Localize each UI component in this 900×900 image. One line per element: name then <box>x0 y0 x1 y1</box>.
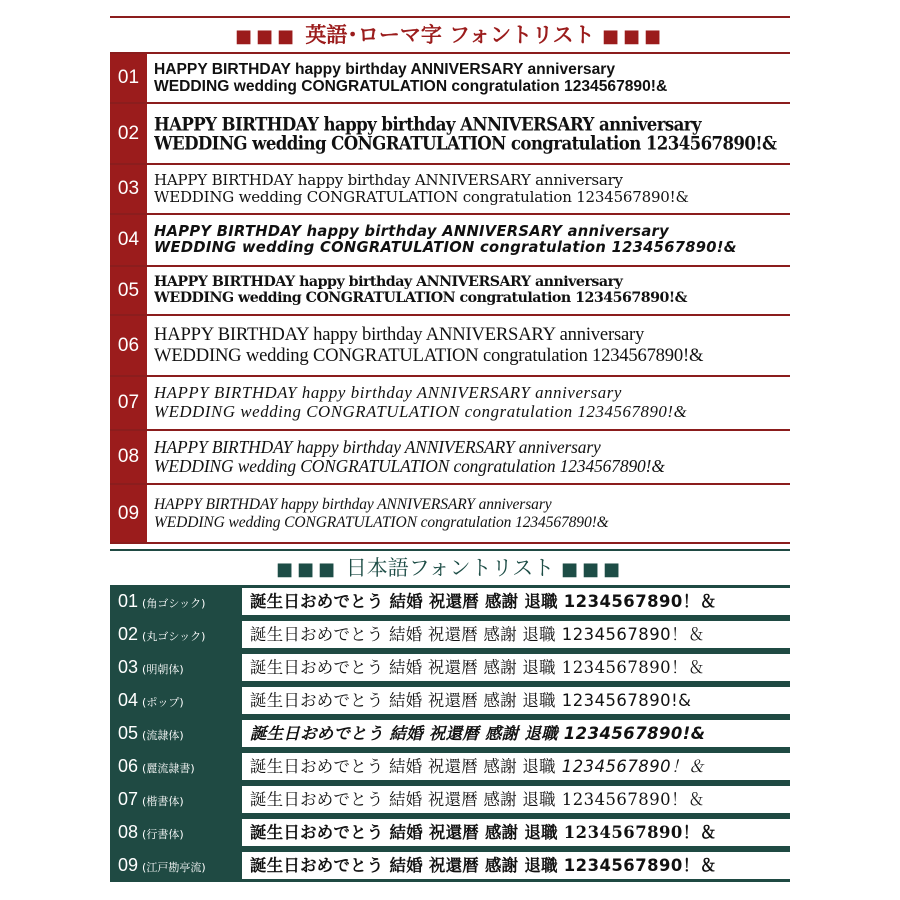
font-label <box>118 783 184 816</box>
font-label <box>118 651 184 684</box>
font-sample <box>242 687 790 714</box>
font-number: 06 <box>110 316 147 375</box>
font-number: 03 <box>118 657 139 677</box>
font-label <box>118 585 205 618</box>
sample-digits: 1234567890！＆ <box>561 790 705 809</box>
font-sample <box>154 215 786 265</box>
font-style-name: (行書体) <box>142 828 184 841</box>
font-sample <box>242 654 790 681</box>
font-number: 06 <box>118 756 139 776</box>
sample-line-2: WEDDING wedding CONGRATULATION congratulation 1234567890!& <box>154 290 687 306</box>
font-number: 02 <box>110 104 147 163</box>
english-font-row <box>110 215 790 267</box>
sample-line-2: WEDDING wedding CONGRATULATION congratulation 1234567890!& <box>154 403 688 421</box>
japanese-font-row <box>110 750 790 783</box>
font-style-name: (流隷体) <box>142 729 184 742</box>
font-style-name: (丸ゴシック) <box>142 630 206 643</box>
font-sample <box>154 104 786 163</box>
font-number: 04 <box>110 215 147 265</box>
sample-text: 誕生日おめでとう 結婚 祝還暦 感謝 退職 <box>250 658 556 677</box>
font-label <box>118 750 195 783</box>
font-number: 02 <box>118 624 139 644</box>
title-squares-left: ■■■ <box>276 559 340 580</box>
japanese-font-row <box>110 849 790 882</box>
japanese-font-row <box>110 684 790 717</box>
japanese-font-row <box>110 651 790 684</box>
font-sample <box>154 377 786 429</box>
sample-line-2: WEDDING wedding CONGRATULATION congratulation 1234567890!& <box>154 240 737 256</box>
font-number: 05 <box>118 723 139 743</box>
font-number: 09 <box>118 855 139 875</box>
japanese-font-row <box>110 618 790 651</box>
font-sample <box>154 165 786 213</box>
sample-digits: 1234567890！＆ <box>563 823 717 842</box>
english-font-row <box>110 54 790 104</box>
english-font-row <box>110 485 790 544</box>
sample-text: 誕生日おめでとう 結婚 祝還暦 感謝 退職 <box>250 856 558 875</box>
sample-text: 誕生日おめでとう 結婚 祝還暦 感謝 退職 <box>250 592 558 611</box>
title-squares-right: ■■■ <box>601 26 666 47</box>
font-style-name: (楷書体) <box>142 795 184 808</box>
japanese-list-title <box>110 551 790 585</box>
font-number: 03 <box>110 165 147 213</box>
font-label <box>118 849 206 882</box>
english-font-row <box>110 431 790 485</box>
sample-digits: 1234567890！＆ <box>561 625 705 644</box>
font-number: 01 <box>118 591 139 611</box>
title-squares-right: ■■■ <box>560 559 624 580</box>
font-number: 05 <box>110 267 147 314</box>
sample-digits: 1234567890！＆ <box>561 757 705 776</box>
english-list-title <box>110 18 790 52</box>
japanese-list-title-text: 日本語フォントリスト <box>345 556 555 580</box>
sample-line-1: HAPPY BIRTHDAY happy birthday ANNIVERSARY anniversary <box>154 223 669 240</box>
sample-text: 誕生日おめでとう 結婚 祝還暦 感謝 退職 <box>250 691 556 710</box>
sample-text: 誕生日おめでとう 結婚 祝還暦 感謝 退職 <box>250 724 558 743</box>
english-font-row <box>110 104 790 165</box>
japanese-font-row <box>110 783 790 816</box>
sample-line-1: HAPPY BIRTHDAY happy birthday ANNIVERSARY anniversary <box>154 172 623 189</box>
font-sample <box>242 786 790 813</box>
japanese-font-row <box>110 816 790 849</box>
sample-line-2: WEDDING wedding CONGRATULATION congratulation 1234567890!& <box>154 78 668 95</box>
japanese-font-list <box>110 549 790 882</box>
sample-line-1: HAPPY BIRTHDAY happy birthday ANNIVERSARY anniversary <box>154 274 623 290</box>
english-font-row <box>110 267 790 316</box>
font-number: 09 <box>110 485 147 542</box>
font-number: 08 <box>118 822 139 842</box>
font-sample <box>242 720 790 747</box>
font-label <box>118 684 184 717</box>
font-sample <box>154 316 786 375</box>
sample-text: 誕生日おめでとう 結婚 祝還暦 感謝 退職 <box>250 757 556 776</box>
font-style-name: (角ゴシック) <box>142 597 206 610</box>
sample-digits: 1234567890！＆ <box>563 856 717 875</box>
sample-text: 誕生日おめでとう 結婚 祝還暦 感謝 退職 <box>250 823 558 842</box>
sample-text: 誕生日おめでとう 結婚 祝還暦 感謝 退職 <box>250 790 556 809</box>
english-font-row <box>110 316 790 377</box>
font-label <box>118 816 184 849</box>
font-sample <box>242 852 790 879</box>
sample-line-2: WEDDING wedding CONGRATULATION congratulation 1234567890!& <box>154 345 704 366</box>
title-squares-left: ■■■ <box>234 26 299 47</box>
sample-text: 誕生日おめでとう 結婚 祝還暦 感謝 退職 <box>250 625 556 644</box>
font-sample <box>242 819 790 846</box>
font-label <box>118 717 184 750</box>
sample-digits: 1234567890!& <box>561 691 692 710</box>
sample-line-1: HAPPY BIRTHDAY happy birthday ANNIVERSARY anniversary <box>154 60 616 78</box>
sample-line-2: WEDDING wedding CONGRATULATION congratulation 1234567890!& <box>154 132 777 154</box>
sample-line-2: WEDDING wedding CONGRATULATION congratulation 1234567890!& <box>154 457 665 476</box>
font-style-name: (江戸勘亭流) <box>142 861 206 874</box>
font-sample <box>242 753 790 780</box>
sample-digits: 1234567890!& <box>563 724 706 743</box>
font-number: 04 <box>118 690 139 710</box>
sample-digits: 1234567890！＆ <box>561 658 705 677</box>
font-sample <box>154 431 786 483</box>
font-style-name: (明朝体) <box>142 663 184 676</box>
font-number: 08 <box>110 431 147 483</box>
sample-line-1: HAPPY BIRTHDAY happy birthday ANNIVERSARY anniversary <box>154 496 552 514</box>
english-font-row <box>110 165 790 215</box>
font-style-name: (ポップ) <box>142 696 184 709</box>
font-label <box>118 618 205 651</box>
japanese-font-row <box>110 585 790 618</box>
font-number: 07 <box>110 377 147 429</box>
japanese-font-row <box>110 717 790 750</box>
font-number: 07 <box>118 789 139 809</box>
font-style-name: (麗流隷書) <box>142 762 195 775</box>
english-list-title-text: 英語･ローマ字 フォントリスト <box>305 23 595 47</box>
english-font-list <box>110 16 790 544</box>
sample-line-1: HAPPY BIRTHDAY happy birthday ANNIVERSARY anniversary <box>154 437 601 457</box>
font-sample <box>154 54 786 102</box>
font-sample <box>242 621 790 648</box>
sample-line-2: WEDDING wedding CONGRATULATION congratulation 1234567890!& <box>154 513 609 531</box>
sample-line-1: HAPPY BIRTHDAY happy birthday ANNIVERSARY anniversary <box>154 384 622 403</box>
sample-digits: 1234567890！＆ <box>563 592 717 611</box>
font-sample <box>154 267 786 314</box>
font-number: 01 <box>110 54 147 102</box>
sample-line-2: WEDDING wedding CONGRATULATION congratulation 1234567890!& <box>154 189 689 206</box>
english-font-row <box>110 377 790 431</box>
font-sample <box>154 485 786 542</box>
sample-line-1: HAPPY BIRTHDAY happy birthday ANNIVERSARY anniversary <box>154 113 701 135</box>
font-sample <box>242 588 790 615</box>
sample-line-1: HAPPY BIRTHDAY happy birthday ANNIVERSARY anniversary <box>154 324 645 345</box>
